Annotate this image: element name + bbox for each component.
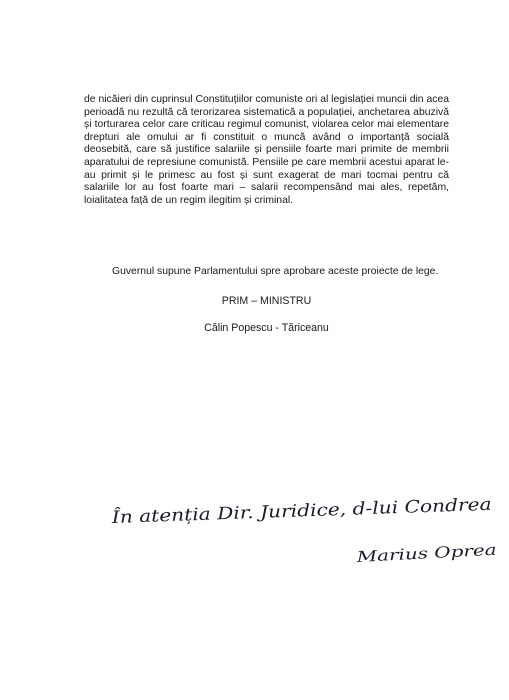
handwritten-note-line-1: În atenția Dir. Juridice, d-lui Condrea [111, 496, 433, 528]
handwritten-note-line-2: Marius Oprea [356, 542, 463, 566]
body-paragraph-submission: Guvernul supune Parlamentului spre aprobare aceste proiecte de lege. [112, 266, 439, 277]
body-paragraph-justification: de nicăieri din cuprinsul Constituțiilor comuniste ori al legislației muncii din acea perioadă nu rezultă că terorizarea sistematică a populației, anchetarea abuzivă și torturarea celor care criticau regimul comunist, violarea celor mai elementare drepturi ale omului ar fi constituit o muncă având o importanță socială deosebită, care să justifice salariile și pensiile foarte mari primite de membrii aparatului de represiune comunistă. Pensiile pe care membrii acestui aparat le-au primit și le primesc au fost și sunt exagerat de mari tocmai pentru că salariile lor au fost foarte mari – salarii recompensând mai ales, repetăm, loialitatea față de un regim ilegitim și criminal. [84, 94, 450, 206]
signatory-title: PRIM – MINISTRU [221, 295, 312, 307]
signatory-name: Călin Popescu - Tăriceanu [204, 322, 329, 334]
